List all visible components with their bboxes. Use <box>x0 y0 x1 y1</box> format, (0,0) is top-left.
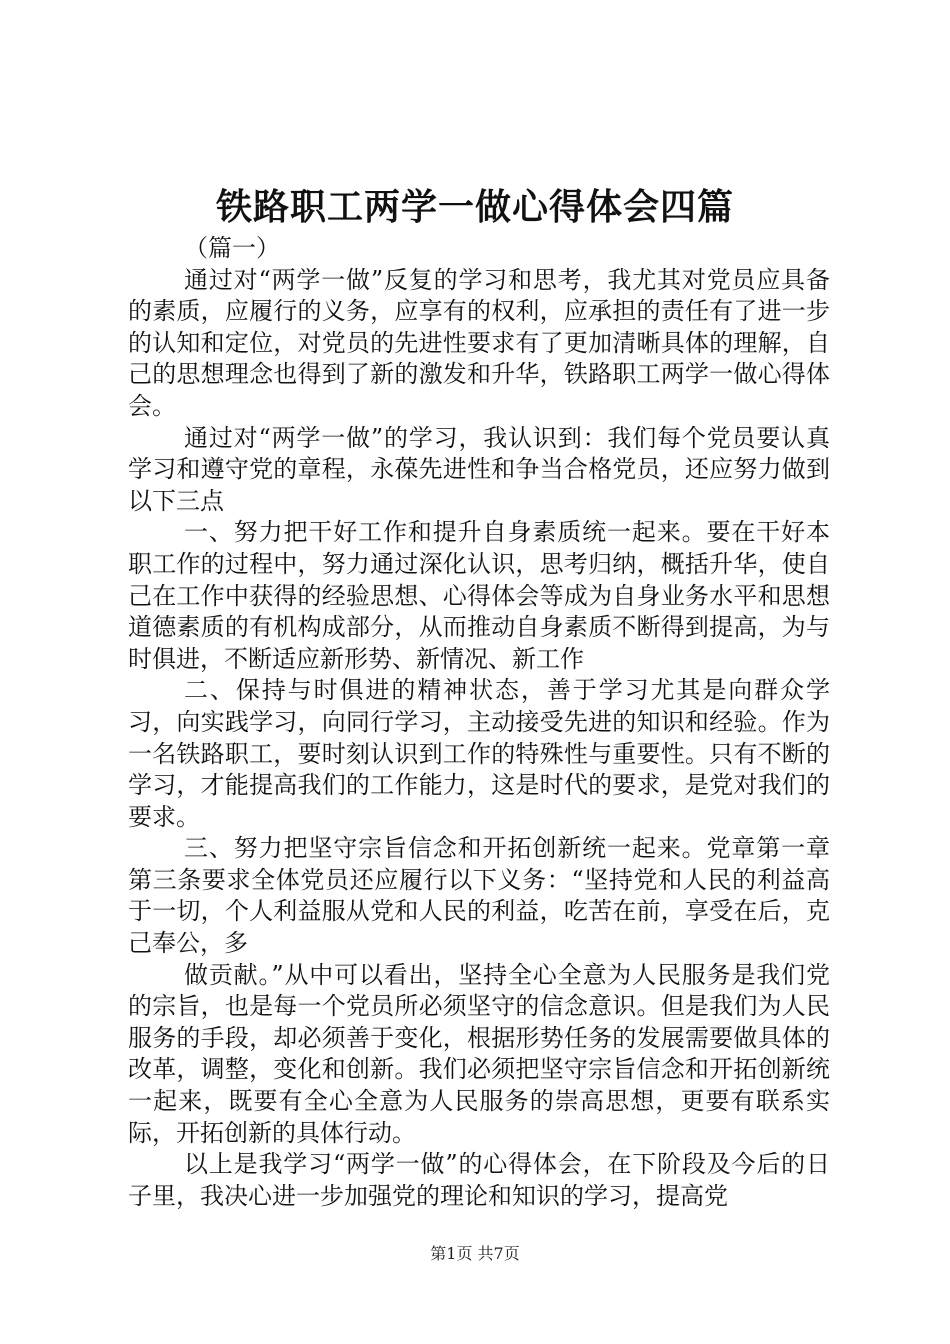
paragraph: 做贡献。”从中可以看出，坚持全心全意为人民服务是我们党的宗旨，也是每一个党员所必须坚守的信念意识。但是我们为人民服务的手段，却必须善于变化，根据形势任务的发展需要做具体的改革，调整，变化和创新。我们必须把坚守宗旨信念和开拓创新统一起来，既要有全心全意为人民服务的崇高思想，更要有联系实际，开拓创新的具体行动。 <box>128 960 830 1147</box>
paragraph: 通过对“两学一做”的学习，我认识到：我们每个党员要认真学习和遵守党的章程，永葆先进性和争当合格党员，还应努力做到以下三点 <box>128 423 830 515</box>
paragraph: 一、努力把干好工作和提升自身素质统一起来。要在干好本职工作的过程中，努力通过深化认识，思考归纳，概括升华，使自己在工作中获得的经验思想、心得体会等成为自身业务水平和思想道德素质的有机构成部分，从而推动自身素质不断得到提高，为与时俱进，不断适应新形势、新情况、新工作 <box>128 518 830 673</box>
document-body <box>128 233 830 1212</box>
paragraph: 二、保持与时俱进的精神状态，善于学习尤其是向群众学习，向实践学习，向同行学习，主动接受先进的知识和经验。作为一名铁路职工，要时刻认识到工作的特殊性与重要性。只有不断的学习，才能提高我们的工作能力，这是时代的要求，是党对我们的要求。 <box>128 676 830 831</box>
paragraph: 以上是我学习“两学一做”的心得体会，在下阶段及今后的日子里，我决心进一步加强党的理论和知识的学习，提高党 <box>128 1150 830 1210</box>
section-heading: （篇一） <box>184 234 280 262</box>
page-number: 第1页 共7页 <box>430 1244 520 1263</box>
document-title: 铁路职工两学一做心得体会四篇 <box>215 186 734 228</box>
paragraph: 三、努力把坚守宗旨信念和开拓创新统一起来。党章第一章第三条要求全体党员还应履行以下义务：“坚持党和人民的利益高于一切，个人利益服从党和人民的利益，吃苦在前，享受在后，克己奉公，多 <box>128 834 830 958</box>
paragraph: 通过对“两学一做”反复的学习和思考，我尤其对党员应具备的素质，应履行的义务，应享有的权利，应承担的责任有了进一步的认知和定位，对党员的先进性要求有了更加清晰具体的理解，自己的思想理念也得到了新的激发和升华，铁路职工两学一做心得体会。 <box>128 265 830 420</box>
